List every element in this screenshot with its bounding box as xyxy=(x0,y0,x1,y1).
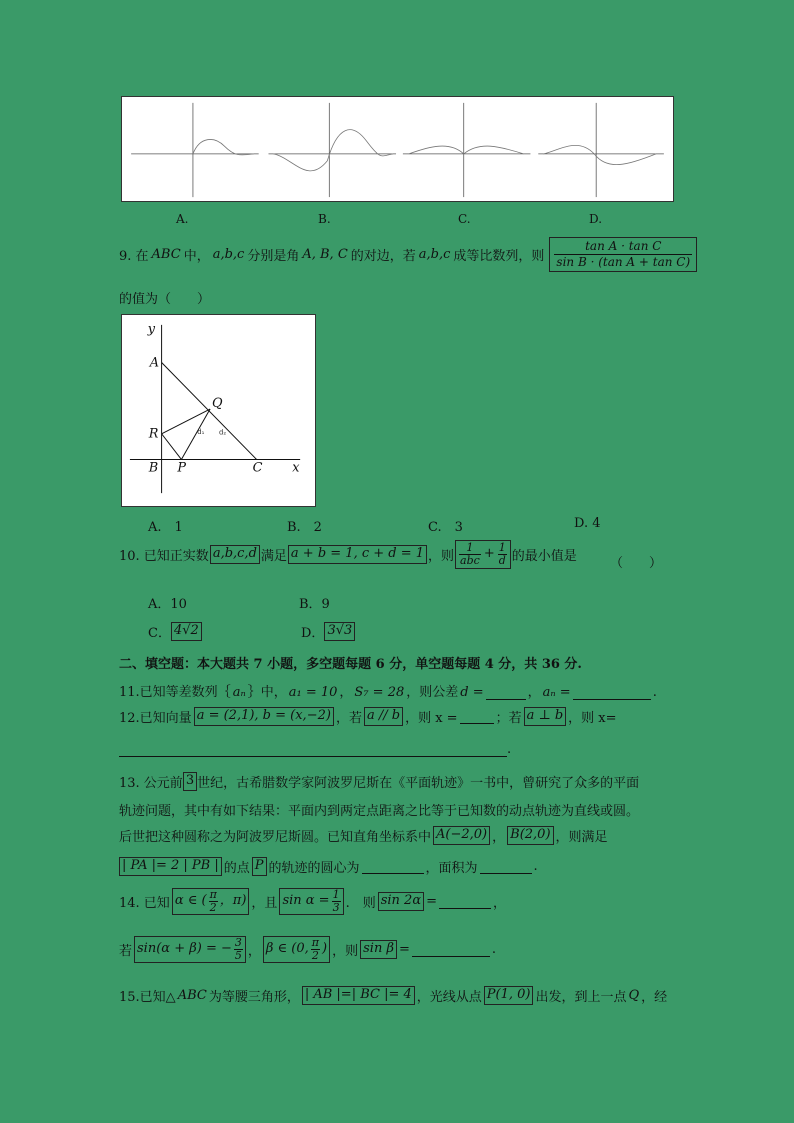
annotation-d1: d₁ xyxy=(197,427,205,436)
option-d-label[interactable]: D. xyxy=(589,212,603,226)
q11-text-f: . xyxy=(652,685,657,700)
option-b-label[interactable]: B. xyxy=(318,212,331,226)
q13-century-box: 3 xyxy=(183,772,197,790)
q14-l2-box2-pre: β ∈ (0, xyxy=(265,941,309,957)
option-a-label[interactable]: A. xyxy=(176,212,189,226)
q15-text-b: 为等腰三角形， xyxy=(208,990,300,1005)
q9-text-d: 的对边，若 xyxy=(350,249,416,264)
q15-text-a: 15.已知△ xyxy=(119,990,176,1005)
q9-figure xyxy=(121,314,316,507)
triangle-figure xyxy=(122,315,315,506)
option-c-label[interactable]: C. xyxy=(458,212,471,226)
q14-box1-den: 2 xyxy=(209,901,217,915)
section-title: 二、填空题：本大题共 7 小题，多空题每题 6 分，单空题每题 4 分，共 36 分. xyxy=(119,657,582,672)
q15-point-p-box: P(1, 0) xyxy=(484,986,534,1004)
q9-text-c: 分别是角 xyxy=(247,249,300,264)
q12-box-perp: a ⊥ b xyxy=(524,707,567,725)
q12-box-vectors: a = (2,1), b = (x,−2) xyxy=(194,707,334,725)
q15-text-e: ，经 xyxy=(641,990,668,1005)
label-q: Q xyxy=(212,396,223,412)
q14-box2-frac xyxy=(332,889,341,914)
q9-tail: 的值为（ ） xyxy=(119,292,211,307)
q11-d: d = xyxy=(460,685,484,700)
label-c: C xyxy=(252,460,263,476)
q10-frac2-num: 1 xyxy=(498,541,506,554)
q10-frac1-num: 1 xyxy=(459,542,481,555)
q14-box1-post: ，π) xyxy=(219,893,247,909)
q13-point-b-box: B(2,0) xyxy=(507,826,553,844)
q14-text-e: ， xyxy=(493,896,507,912)
q14-sin2alpha-box: sin 2α xyxy=(378,892,424,910)
q15-abc: ABC xyxy=(177,988,207,1003)
q9-choice-c[interactable]: C. 3 xyxy=(428,520,463,535)
q13-line4 xyxy=(119,857,538,876)
q9-text-a: 9. 在 xyxy=(119,249,149,264)
q14-l2-text-b: ， xyxy=(247,944,261,960)
q10-choice-d-box: 3√3 xyxy=(324,622,355,640)
q11-s7: S₇ = 28 xyxy=(354,685,405,700)
q13-line4-a: 的点 xyxy=(223,861,250,876)
annotation-d2: d₂ xyxy=(218,428,227,437)
q9-frac-den: sin B · (tan A + tan C) xyxy=(556,255,691,269)
q9-frac-num: tan A · tan C xyxy=(554,239,692,255)
q10-plus: + xyxy=(483,546,495,562)
q14-text-c: . 则 xyxy=(345,896,376,912)
q10-choice-c-label: C． xyxy=(148,626,171,641)
q13-line1 xyxy=(119,772,639,791)
q15-sides-box: | AB |=| BC |= 4 xyxy=(302,986,415,1004)
q14-sin-alpha-box xyxy=(279,888,343,915)
q14-l2-box2-num: π xyxy=(311,936,320,949)
graph-options-strip xyxy=(121,96,674,202)
q11-an2: aₙ = xyxy=(542,685,571,700)
q11-blank-an[interactable] xyxy=(573,699,651,700)
q15-text-c: ，光线从点 xyxy=(416,990,482,1005)
q10-choice-c-box: 4√2 xyxy=(171,622,202,640)
q14-blank-2[interactable] xyxy=(412,942,490,957)
q11-text-b: ｝中， xyxy=(247,685,287,700)
q9-vars: a,b,c xyxy=(212,247,245,262)
q10-text-b: 满足 xyxy=(260,549,287,565)
q10-stem xyxy=(119,540,577,569)
q14-text-d: = xyxy=(426,894,438,910)
q14-l2-box2-post: ) xyxy=(322,941,328,957)
q13-line4-c: ，面积为 xyxy=(425,861,478,876)
q14-box2-num: 1 xyxy=(332,888,340,901)
label-p: P xyxy=(177,460,187,476)
q12-text-b: ，若 xyxy=(335,711,362,726)
function-graphs xyxy=(122,97,673,201)
q12-stem xyxy=(119,707,617,726)
q13-line4-b: 的轨迹的圆心为 xyxy=(268,861,360,876)
q14-box1-num: π xyxy=(209,888,217,901)
q9-stem xyxy=(119,237,697,272)
q10-choice-d[interactable] xyxy=(301,622,355,641)
q11-an: aₙ xyxy=(232,685,246,700)
q14-box2-den: 3 xyxy=(332,901,340,915)
q14-line2 xyxy=(119,936,496,963)
q9-abc: ABC xyxy=(151,247,181,262)
q10-frac2 xyxy=(498,542,507,567)
q14-box1-pre: α ∈ ( xyxy=(174,893,207,909)
q14-l2-box1-den: 5 xyxy=(234,949,242,963)
q12-text-f: . xyxy=(507,742,512,757)
q14-l2-box2-frac xyxy=(311,937,320,962)
q10-text-a: 10. 已知正实数 xyxy=(119,549,209,565)
q11-text-e: ， xyxy=(527,685,541,700)
q9-choice-b[interactable]: B. 2 xyxy=(287,520,322,535)
q10-frac1-den: abc xyxy=(460,554,480,568)
q10-choice-d-label: D． xyxy=(301,626,325,641)
q11-stem xyxy=(119,681,657,700)
q12-blank-1[interactable] xyxy=(460,709,494,724)
q13-line1-a: 13. 公元前 xyxy=(119,776,183,791)
q14-beta-range-box xyxy=(263,936,330,963)
q12-text-e: ，则 x= xyxy=(568,711,617,726)
q10-box-vars: a,b,c,d xyxy=(210,545,260,563)
q13-line1-b: 世纪，古希腊数学家阿波罗尼斯在《平面轨迹》一书中，曾研究了众多的平面 xyxy=(197,776,640,791)
q9-text-b: 中， xyxy=(183,249,210,264)
q9-angles: A, B, C xyxy=(302,247,348,262)
q13-line3-b: ，则满足 xyxy=(555,830,608,845)
q14-l2-text-c: ，则 xyxy=(332,944,359,960)
q10-text-d: 的最小值是 xyxy=(511,549,577,565)
q13-point-p-box: P xyxy=(252,857,267,875)
q12-text-a: 12.已知向量 xyxy=(119,711,192,726)
q9-choice-a[interactable]: A. 1 xyxy=(148,520,183,535)
q11-text-a: 11.已知等差数列｛ xyxy=(119,685,231,700)
q13-blank-area[interactable] xyxy=(480,859,532,874)
q14-sin-beta-box: sin β xyxy=(360,940,397,958)
q14-blank-1[interactable] xyxy=(439,894,491,909)
q14-alpha-range-box xyxy=(172,888,250,915)
q15-stem xyxy=(119,986,667,1005)
q14-text-b: ，且 xyxy=(251,896,278,912)
q10-box-condition: a + b = 1, c + d = 1 xyxy=(288,545,427,563)
q14-line1 xyxy=(119,888,506,915)
q10-choice-a[interactable]: A．10 xyxy=(148,597,187,612)
q14-l2-box2-den: 2 xyxy=(311,949,319,963)
q12-text-c: ，则 x = xyxy=(405,711,458,726)
q14-box2-pre: sin α = xyxy=(282,893,330,909)
q14-box1-frac xyxy=(209,889,218,914)
q13-line3-a: 后世把这种圆称之为阿波罗尼斯圆。已知直角坐标系中 xyxy=(119,830,432,845)
q9-vars2: a,b,c xyxy=(418,247,451,262)
q14-l2-text-e: . xyxy=(491,942,497,958)
q13-blank-center[interactable] xyxy=(362,859,424,874)
q13-point-a-box: A(−2,0) xyxy=(433,826,490,844)
q14-l2-box1-frac xyxy=(234,937,243,962)
label-r: R xyxy=(148,426,159,442)
q15-text-d: 出发，到上一点 xyxy=(535,990,627,1005)
q12-blank-2[interactable] xyxy=(119,756,507,757)
q13-line4-d: . xyxy=(533,859,538,874)
q9-choice-d[interactable]: D. 4 xyxy=(574,516,601,531)
q12-box-parallel: a // b xyxy=(364,707,403,725)
q14-l2-text-d: = xyxy=(398,942,410,958)
q14-sin-sum-box xyxy=(134,936,246,963)
q11-a1: a₁ = 10 xyxy=(288,685,338,700)
q14-text-a: 14. 已知 xyxy=(119,896,170,912)
q13-line2: 轨迹问题，其中有如下结果：平面内到两定点距离之比等于已知数的动点轨迹为直线或圆。 xyxy=(119,804,640,819)
q12-line2 xyxy=(119,742,511,757)
q10-frac1 xyxy=(459,542,481,567)
label-a: A xyxy=(149,355,160,371)
q13-line3-sep: ， xyxy=(492,830,506,845)
q11-text-c: ，则公差 xyxy=(406,685,459,700)
q11-sep: ， xyxy=(339,685,353,700)
q13-line3 xyxy=(119,826,608,845)
q10-frac2-den: d xyxy=(498,554,506,568)
q12-text-d: ；若 xyxy=(495,711,522,726)
label-b: B xyxy=(148,460,159,476)
q9-text-e: 成等比数列，则 xyxy=(453,249,545,264)
q10-choice-b[interactable]: B．9 xyxy=(299,597,330,612)
q11-blank-d[interactable] xyxy=(486,699,526,700)
label-x: x xyxy=(292,460,300,476)
q9-fraction xyxy=(549,237,697,272)
q10-paren: （ ） xyxy=(610,556,663,571)
q14-l2-box1-num: 3 xyxy=(234,936,242,949)
q10-expression xyxy=(455,540,511,569)
q15-q: Q xyxy=(628,988,640,1003)
q13-condition-box: | PA |= 2 | PB | xyxy=(119,857,222,875)
q10-text-c: ，则 xyxy=(428,549,455,565)
q14-l2-box1-pre: sin(α + β) = − xyxy=(137,941,232,957)
label-y: y xyxy=(147,321,156,337)
q14-l2-text-a: 若 xyxy=(119,944,133,960)
q10-choice-c[interactable] xyxy=(148,622,202,641)
